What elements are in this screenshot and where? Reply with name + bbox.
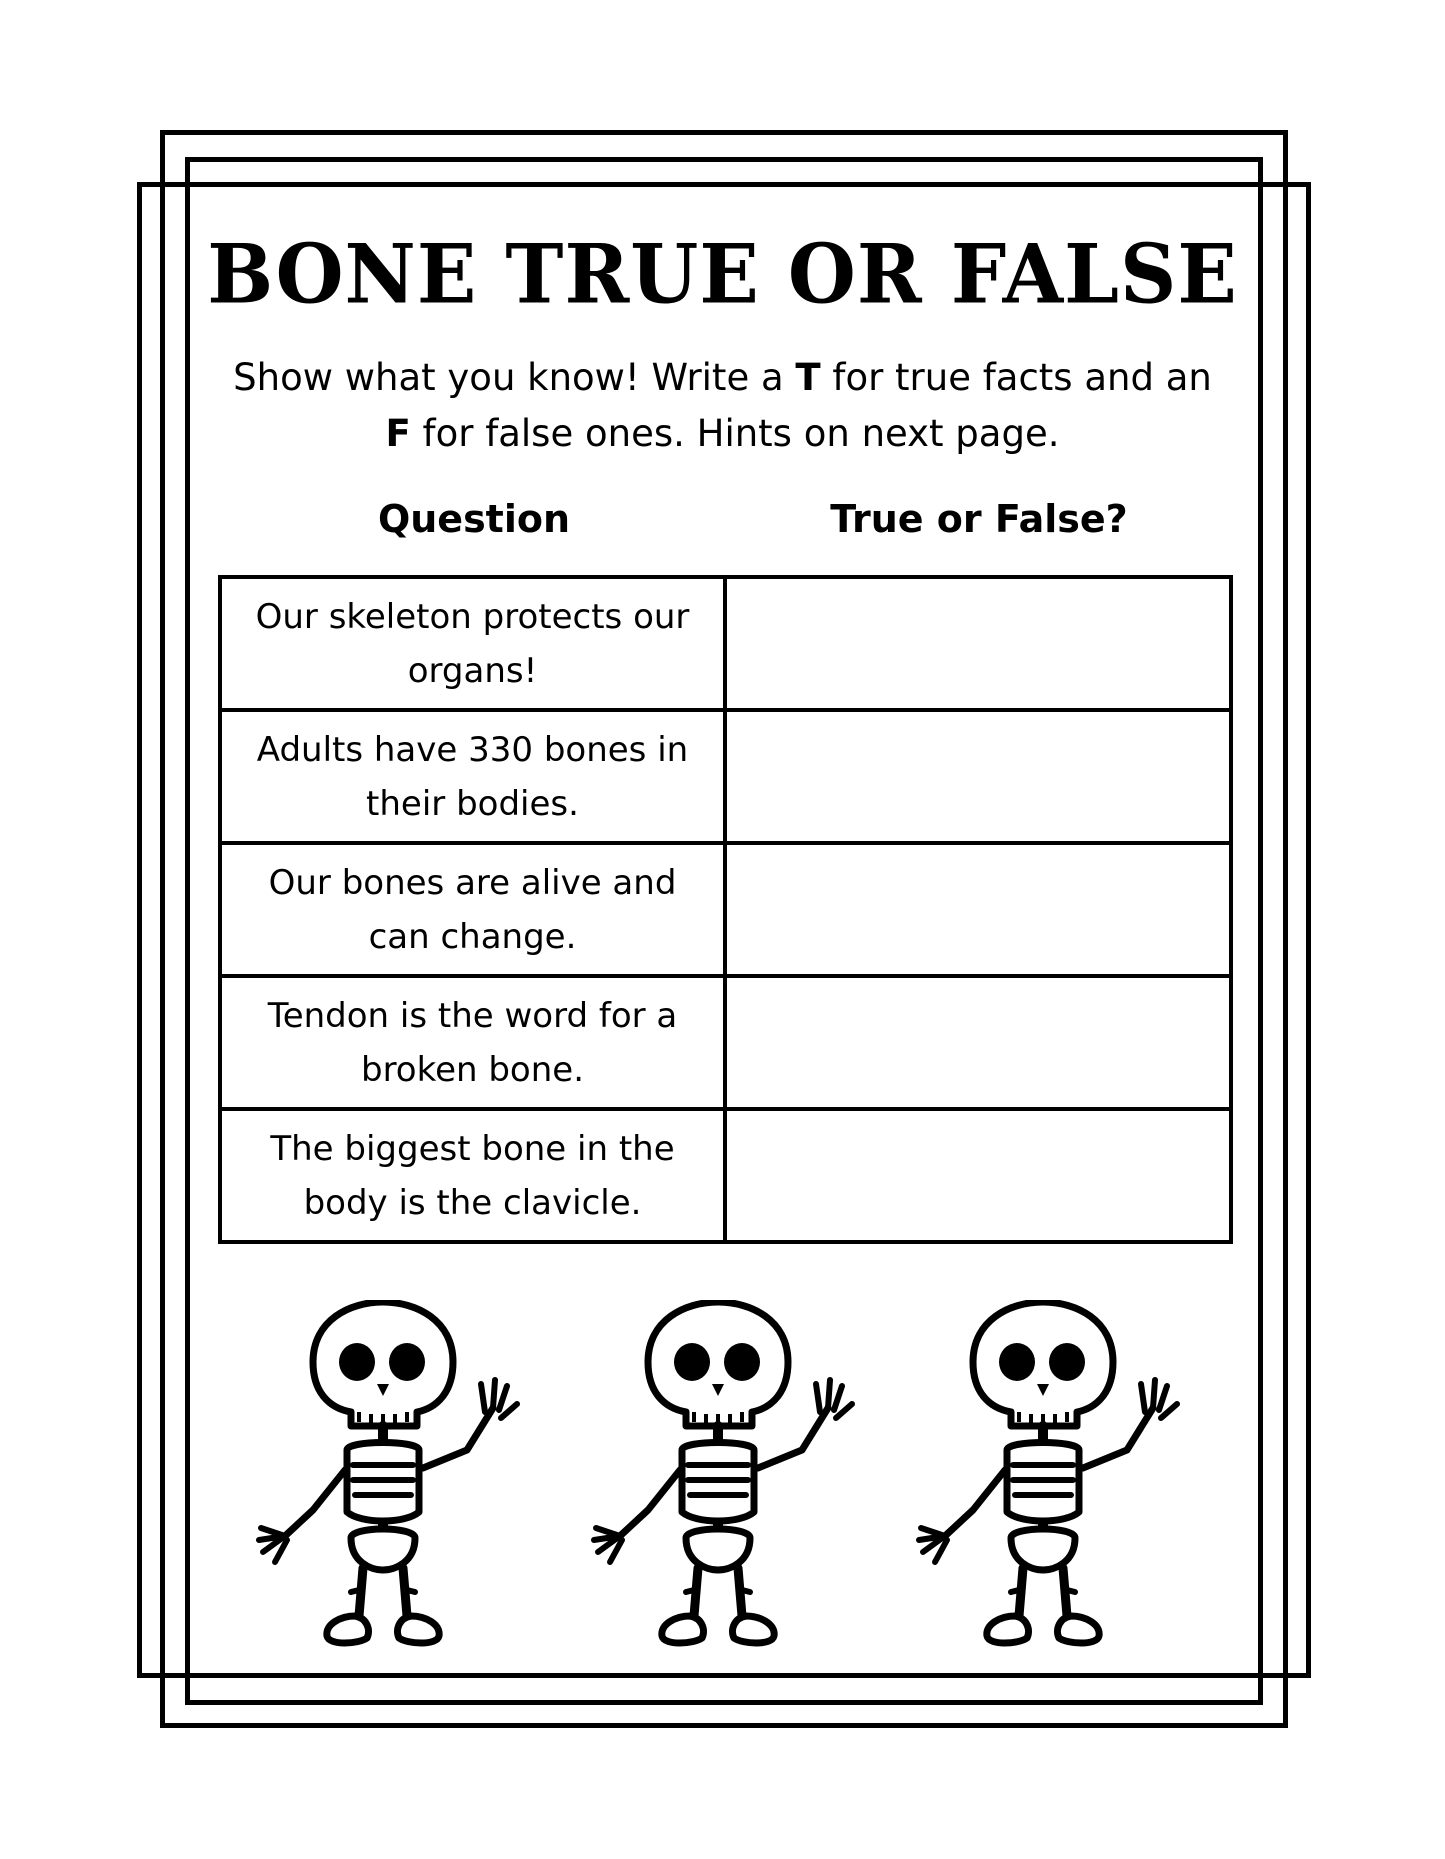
quiz-table xyxy=(218,575,1233,1244)
table-row xyxy=(220,1109,1231,1242)
worksheet-title: BONE TRUE OR FALSE xyxy=(207,226,1238,323)
table-row xyxy=(220,843,1231,976)
instructions-text-2: for true facts and an xyxy=(820,356,1212,399)
answer-cell[interactable] xyxy=(725,577,1231,710)
question-cell: The biggest bone in the body is the clavicle. xyxy=(220,1109,725,1242)
table-row xyxy=(220,577,1231,710)
answer-cell[interactable] xyxy=(725,843,1231,976)
true-letter: T xyxy=(795,356,821,399)
question-cell: Our skeleton protects our organs! xyxy=(220,577,725,710)
skeleton-icon xyxy=(255,1300,535,1650)
instructions-text-3: for false ones. Hints on next page. xyxy=(410,412,1060,455)
false-letter: F xyxy=(385,412,411,455)
instructions xyxy=(230,350,1215,462)
answer-cell[interactable] xyxy=(725,710,1231,843)
table-row xyxy=(220,710,1231,843)
answer-cell[interactable] xyxy=(725,1109,1231,1242)
table-row xyxy=(220,976,1231,1109)
column-header-true-or-false: True or False? xyxy=(830,497,1128,541)
skeleton-icon xyxy=(590,1300,870,1650)
instructions-text-1: Show what you know! Write a xyxy=(233,356,796,399)
question-cell: Our bones are alive and can change. xyxy=(220,843,725,976)
question-cell: Tendon is the word for a broken bone. xyxy=(220,976,725,1109)
answer-cell[interactable] xyxy=(725,976,1231,1109)
question-cell: Adults have 330 bones in their bodies. xyxy=(220,710,725,843)
column-header-question: Question xyxy=(377,497,571,541)
skeleton-icon xyxy=(915,1300,1195,1650)
